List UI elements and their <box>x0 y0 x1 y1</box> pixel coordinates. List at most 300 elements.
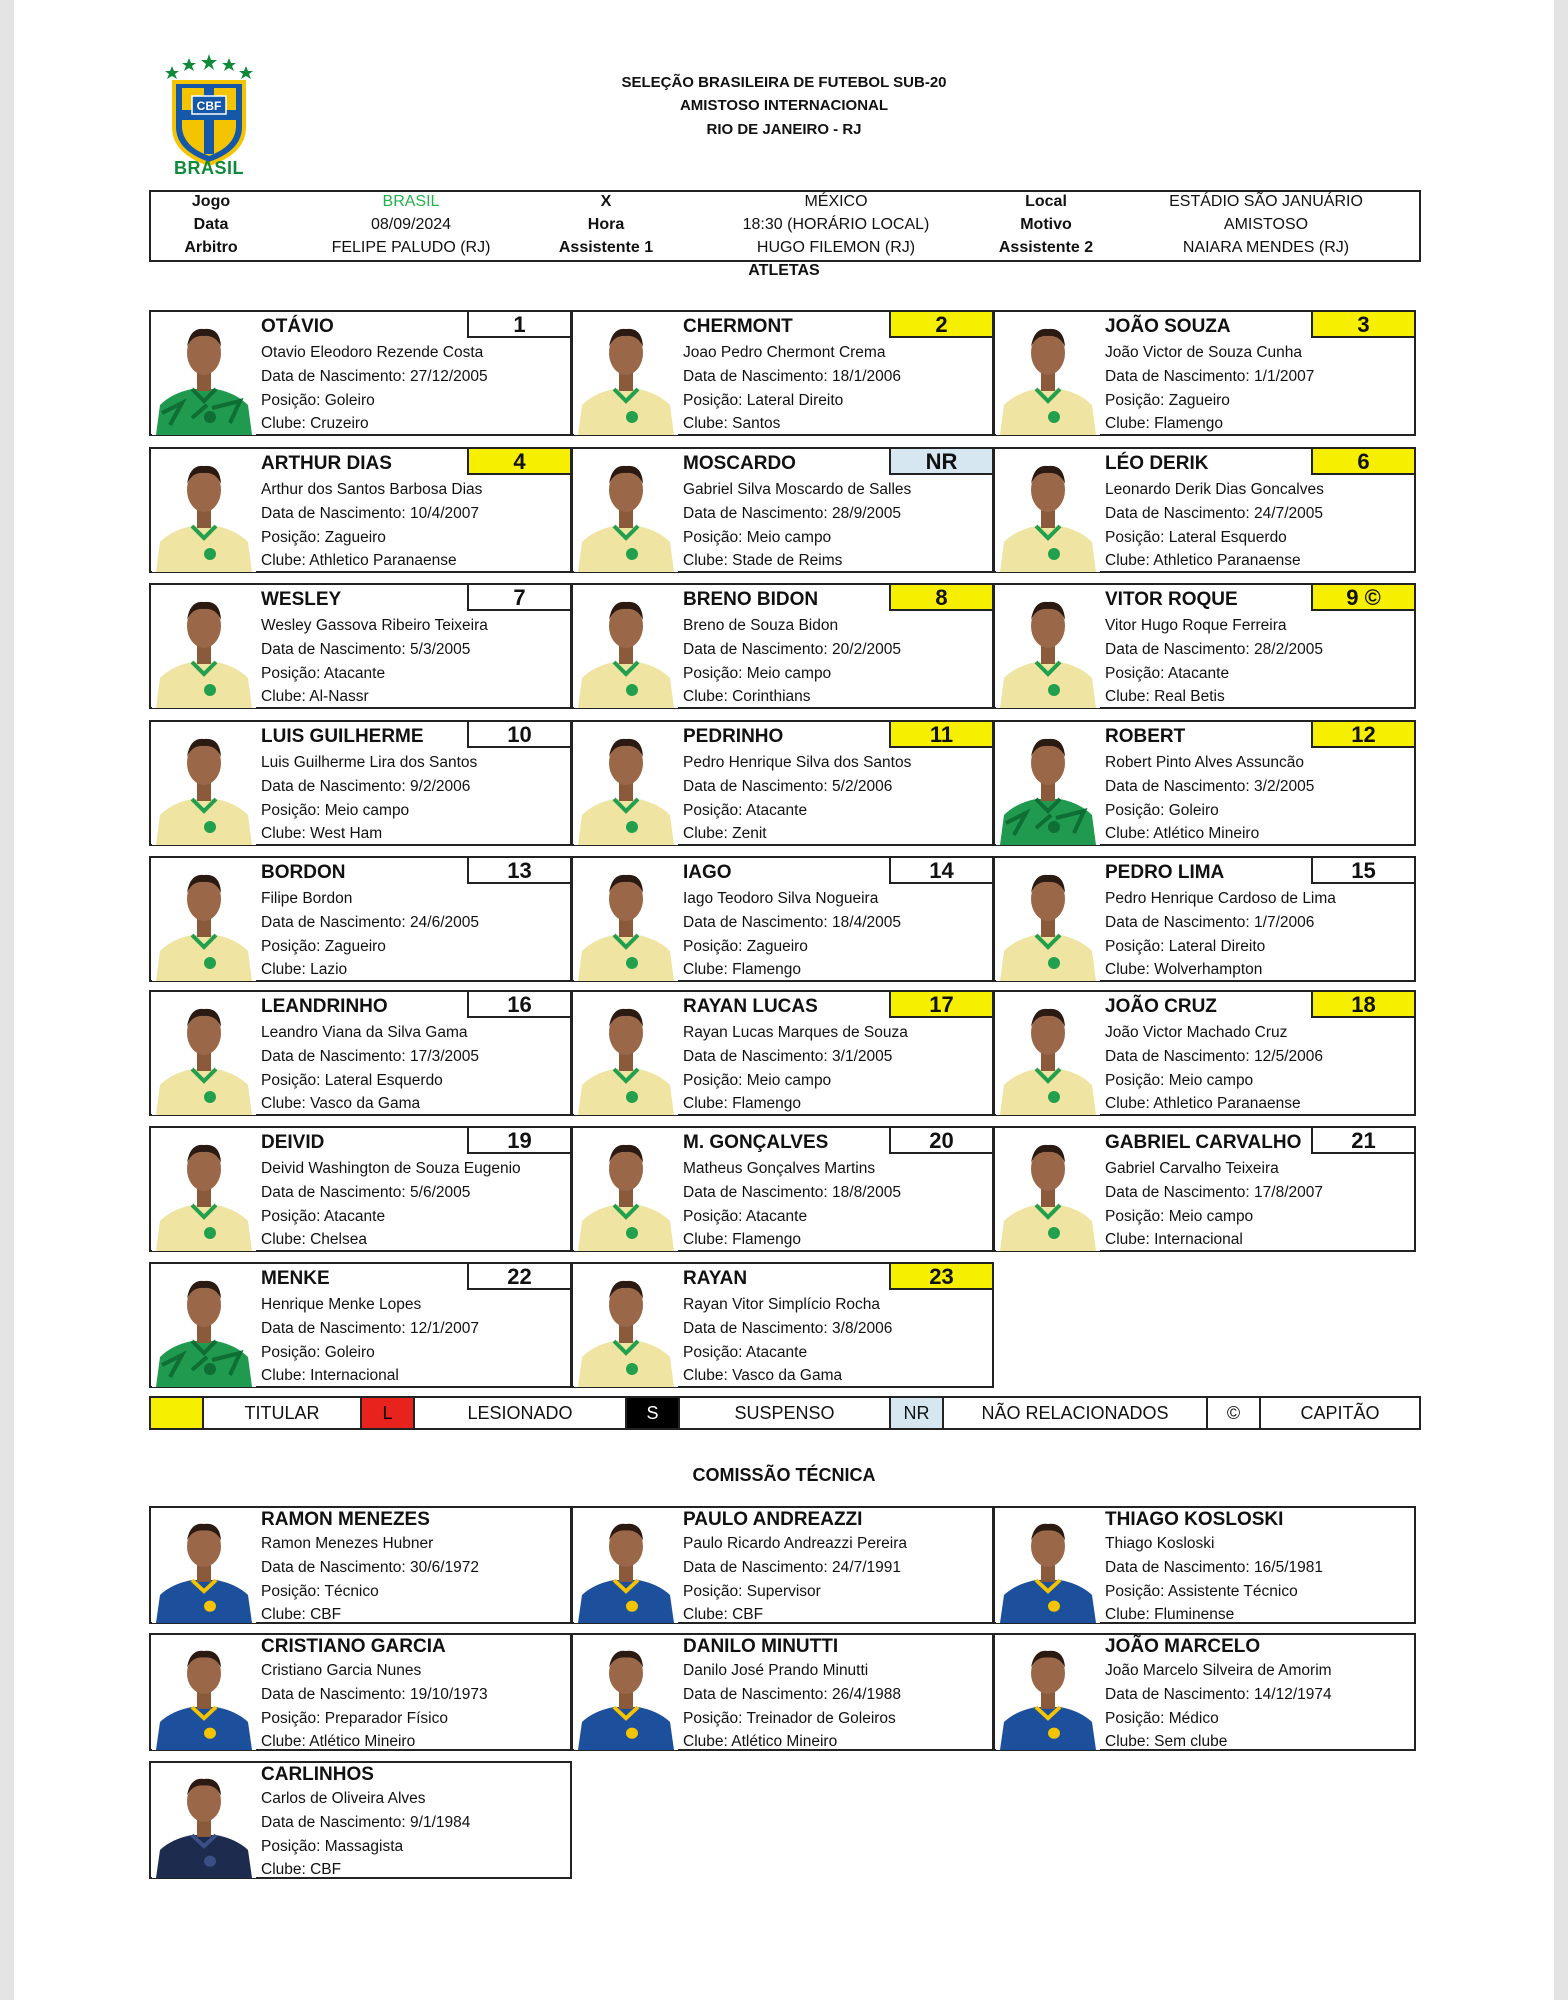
birth-date: Data de Nascimento: 3/2/2005 <box>1105 778 1315 795</box>
shirt-number: 3 <box>1311 310 1416 338</box>
short-name: LUIS GUILHERME <box>261 726 424 747</box>
club: Clube: CBF <box>683 1606 764 1623</box>
full-name: Henrique Menke Lopes <box>261 1296 422 1313</box>
athlete-card <box>149 1126 572 1252</box>
shirt-number: 6 <box>1311 447 1416 475</box>
player-photo <box>152 586 256 708</box>
short-name: ARTHUR DIAS <box>261 453 392 474</box>
position: Posição: Lateral Esquerdo <box>1105 529 1287 546</box>
match-row-jogo <box>151 193 1419 215</box>
short-name: OTÁVIO <box>261 316 334 337</box>
photo-frame <box>996 993 1100 1115</box>
full-name: Cristiano Garcia Nunes <box>261 1662 422 1679</box>
photo-frame <box>996 450 1100 572</box>
photo-frame <box>574 586 678 708</box>
player-photo <box>152 1764 256 1878</box>
position: Posição: Preparador Físico <box>261 1710 448 1727</box>
label-jogo: Jogo <box>191 193 231 210</box>
player-photo <box>574 1265 678 1387</box>
club: Clube: Atlético Mineiro <box>261 1733 416 1750</box>
position: Posição: Atacante <box>683 1208 808 1225</box>
position: Posição: Supervisor <box>683 1583 821 1600</box>
athlete-card <box>993 447 1416 573</box>
birth-date: Data de Nascimento: 5/2/2006 <box>683 778 893 795</box>
short-name: LEANDRINHO <box>261 996 388 1017</box>
player-photo <box>152 1129 256 1251</box>
club: Clube: Internacional <box>261 1367 399 1384</box>
photo-frame <box>152 1129 256 1251</box>
photo-frame <box>574 450 678 572</box>
shirt-number: 18 <box>1311 990 1416 1018</box>
photo-frame <box>574 723 678 845</box>
staff-card <box>149 1761 572 1879</box>
short-name: JOÃO MARCELO <box>1105 1636 1261 1657</box>
short-name: DANILO MINUTTI <box>683 1636 839 1657</box>
shirt-number: 8 <box>889 583 994 611</box>
photo-frame <box>574 313 678 435</box>
full-name: Danilo José Prando Minutti <box>683 1662 869 1679</box>
player-photo <box>574 1636 678 1750</box>
full-name: Carlos de Oliveira Alves <box>261 1790 426 1807</box>
photo-frame <box>152 723 256 845</box>
player-photo <box>996 586 1100 708</box>
athlete-card <box>149 856 572 982</box>
club: Clube: Zenit <box>683 825 767 842</box>
full-name: Thiago Kosloski <box>1105 1535 1215 1552</box>
athlete-card <box>993 856 1416 982</box>
athlete-card <box>149 310 572 436</box>
birth-date: Data de Nascimento: 24/7/1991 <box>683 1559 901 1576</box>
full-name: Deivid Washington de Souza Eugenio <box>261 1160 521 1177</box>
position: Posição: Atacante <box>1105 665 1230 682</box>
short-name: JOÃO CRUZ <box>1105 996 1217 1017</box>
position: Posição: Atacante <box>683 1344 808 1361</box>
photo-frame <box>574 1509 678 1623</box>
short-name: BRENO BIDON <box>683 589 819 610</box>
birth-date: Data de Nascimento: 3/8/2006 <box>683 1320 893 1337</box>
away-team: MÉXICO <box>804 193 868 210</box>
position: Posição: Meio campo <box>1105 1072 1254 1089</box>
position: Posição: Lateral Direito <box>1105 938 1266 955</box>
match-info-box <box>149 190 1421 262</box>
position: Posição: Assistente Técnico <box>1105 1583 1298 1600</box>
full-name: Leandro Viana da Silva Gama <box>261 1024 468 1041</box>
full-name: Pedro Henrique Silva dos Santos <box>683 754 912 771</box>
assistant-1: HUGO FILEMON (RJ) <box>756 239 916 256</box>
position: Posição: Goleiro <box>261 1344 375 1361</box>
player-photo <box>152 859 256 981</box>
full-name: Otavio Eleodoro Rezende Costa <box>261 344 484 361</box>
athlete-card <box>993 720 1416 846</box>
photo-frame <box>574 1636 678 1750</box>
athlete-card <box>993 583 1416 709</box>
player-photo <box>996 1636 1100 1750</box>
birth-date: Data de Nascimento: 24/6/2005 <box>261 914 479 931</box>
photo-frame <box>574 859 678 981</box>
short-name: LÉO DERIK <box>1105 453 1209 474</box>
photo-frame <box>996 723 1100 845</box>
match-row-arbitro <box>151 239 1419 261</box>
shirt-number: 11 <box>889 720 994 748</box>
club: Clube: CBF <box>261 1861 342 1878</box>
birth-date: Data de Nascimento: 20/2/2005 <box>683 641 901 658</box>
position: Posição: Goleiro <box>261 392 375 409</box>
legend-lesionado-label: LESIONADO <box>415 1398 627 1428</box>
title-line-1: SELEÇÃO BRASILEIRA DE FUTEBOL SUB-20 <box>621 74 947 91</box>
birth-date: Data de Nascimento: 1/7/2006 <box>1105 914 1315 931</box>
birth-date: Data de Nascimento: 17/3/2005 <box>261 1048 479 1065</box>
full-name: Filipe Bordon <box>261 890 353 907</box>
short-name: THIAGO KOSLOSKI <box>1105 1509 1284 1530</box>
club: Clube: Real Betis <box>1105 688 1225 705</box>
position: Posição: Atacante <box>683 802 808 819</box>
photo-frame <box>996 1636 1100 1750</box>
legend-nr-label: NÃO RELACIONADOS <box>944 1398 1208 1428</box>
athlete-card <box>993 1126 1416 1252</box>
label-local: Local <box>1025 193 1067 210</box>
staff-card <box>993 1633 1416 1751</box>
photo-frame <box>152 1636 256 1750</box>
page <box>14 0 1554 2000</box>
club: Clube: Santos <box>683 415 781 432</box>
photo-frame <box>152 313 256 435</box>
shirt-number: 16 <box>467 990 572 1018</box>
player-photo <box>574 450 678 572</box>
position: Posição: Meio campo <box>683 529 832 546</box>
short-name: CARLINHOS <box>261 1764 374 1785</box>
position: Posição: Goleiro <box>1105 802 1219 819</box>
full-name: João Victor de Souza Cunha <box>1105 344 1303 361</box>
photo-frame <box>152 1265 256 1387</box>
club: Clube: Lazio <box>261 961 348 978</box>
club: Clube: Chelsea <box>261 1231 367 1248</box>
position: Posição: Massagista <box>261 1838 404 1855</box>
birth-date: Data de Nascimento: 18/1/2006 <box>683 368 901 385</box>
logo-badge: CBF <box>196 99 222 113</box>
birth-date: Data de Nascimento: 27/12/2005 <box>261 368 488 385</box>
position: Posição: Lateral Esquerdo <box>261 1072 443 1089</box>
club: Clube: Flamengo <box>683 961 802 978</box>
full-name: Rayan Vitor Simplício Rocha <box>683 1296 880 1313</box>
athlete-card <box>571 1126 994 1252</box>
position: Posição: Zagueiro <box>683 938 808 955</box>
club: Clube: Athletico Paranaense <box>1105 1095 1301 1112</box>
birth-date: Data de Nascimento: 12/1/2007 <box>261 1320 479 1337</box>
position: Posição: Zagueiro <box>1105 392 1230 409</box>
athlete-card <box>571 720 994 846</box>
position: Posição: Atacante <box>261 1208 386 1225</box>
position: Posição: Técnico <box>261 1583 379 1600</box>
club: Clube: CBF <box>261 1606 342 1623</box>
club: Clube: Fluminense <box>1105 1606 1235 1623</box>
photo-frame <box>574 993 678 1115</box>
club: Clube: Sem clube <box>1105 1733 1228 1750</box>
club: Clube: Wolverhampton <box>1105 961 1263 978</box>
shirt-number: 1 <box>467 310 572 338</box>
player-photo <box>152 1509 256 1623</box>
athlete-card <box>571 856 994 982</box>
shirt-number: 21 <box>1311 1126 1416 1154</box>
shirt-number: 20 <box>889 1126 994 1154</box>
birth-date: Data de Nascimento: 17/8/2007 <box>1105 1184 1323 1201</box>
full-name: Rayan Lucas Marques de Souza <box>683 1024 908 1041</box>
player-photo <box>996 1509 1100 1623</box>
short-name: JOÃO SOUZA <box>1105 316 1231 337</box>
player-photo <box>152 1636 256 1750</box>
birth-date: Data de Nascimento: 26/4/1988 <box>683 1686 901 1703</box>
photo-frame <box>574 1265 678 1387</box>
staff-card <box>571 1633 994 1751</box>
player-photo <box>574 1129 678 1251</box>
birth-date: Data de Nascimento: 30/6/1972 <box>261 1559 479 1576</box>
photo-frame <box>152 993 256 1115</box>
referee: FELIPE PALUDO (RJ) <box>331 239 491 256</box>
athlete-card <box>571 1262 994 1388</box>
label-data: Data <box>193 216 229 233</box>
match-date: 08/09/2024 <box>370 216 452 233</box>
player-photo <box>996 1129 1100 1251</box>
birth-date: Data de Nascimento: 14/12/1974 <box>1105 1686 1332 1703</box>
position: Posição: Meio campo <box>261 802 410 819</box>
short-name: RAMON MENEZES <box>261 1509 430 1530</box>
label-assistente-2: Assistente 2 <box>998 239 1094 256</box>
athlete-card <box>149 720 572 846</box>
short-name: MENKE <box>261 1268 330 1289</box>
short-name: PEDRO LIMA <box>1105 862 1225 883</box>
photo-frame <box>574 1129 678 1251</box>
legend-captain-mark: © <box>1208 1398 1261 1428</box>
short-name: CHERMONT <box>683 316 793 337</box>
staff-card <box>149 1506 572 1624</box>
shirt-number: NR <box>889 447 994 475</box>
photo-frame <box>152 586 256 708</box>
birth-date: Data de Nascimento: 19/10/1973 <box>261 1686 488 1703</box>
club: Clube: Cruzeiro <box>261 415 369 432</box>
player-photo <box>996 723 1100 845</box>
legend-titular-label: TITULAR <box>204 1398 362 1428</box>
photo-frame <box>996 1509 1100 1623</box>
shirt-number: 12 <box>1311 720 1416 748</box>
birth-date: Data de Nascimento: 9/2/2006 <box>261 778 471 795</box>
position: Posição: Médico <box>1105 1710 1219 1727</box>
photo-frame <box>152 859 256 981</box>
athletes-title: ATLETAS <box>748 262 820 279</box>
vs-mark: X <box>600 193 612 210</box>
player-photo <box>574 723 678 845</box>
club: Clube: Atlético Mineiro <box>683 1733 838 1750</box>
photo-frame <box>996 586 1100 708</box>
full-name: Leonardo Derik Dias Goncalves <box>1105 481 1324 498</box>
short-name: PEDRINHO <box>683 726 784 747</box>
shirt-number: 23 <box>889 1262 994 1290</box>
full-name: Robert Pinto Alves Assuncão <box>1105 754 1305 771</box>
photo-frame <box>996 859 1100 981</box>
short-name: RAYAN <box>683 1268 748 1289</box>
athlete-card <box>571 990 994 1116</box>
staff-card <box>149 1633 572 1751</box>
athlete-card <box>571 583 994 709</box>
legend-titular-swatch <box>151 1398 204 1428</box>
shirt-number: 15 <box>1311 856 1416 884</box>
short-name: WESLEY <box>261 589 342 610</box>
short-name: M. GONÇALVES <box>683 1132 829 1153</box>
legend-suspenso-label: SUSPENSO <box>680 1398 891 1428</box>
birth-date: Data de Nascimento: 1/1/2007 <box>1105 368 1315 385</box>
position: Posição: Meio campo <box>683 665 832 682</box>
athlete-card <box>571 310 994 436</box>
birth-date: Data de Nascimento: 5/3/2005 <box>261 641 471 658</box>
position: Posição: Lateral Direito <box>683 392 844 409</box>
player-photo <box>996 450 1100 572</box>
player-photo <box>574 993 678 1115</box>
birth-date: Data de Nascimento: 28/9/2005 <box>683 505 901 522</box>
match-row-data <box>151 216 1419 238</box>
photo-frame <box>996 1129 1100 1251</box>
short-name: ROBERT <box>1105 726 1186 747</box>
short-name: PAULO ANDREAZZI <box>683 1509 863 1530</box>
athlete-card <box>149 583 572 709</box>
athlete-card <box>149 1262 572 1388</box>
birth-date: Data de Nascimento: 3/1/2005 <box>683 1048 893 1065</box>
label-arbitro: Arbitro <box>184 239 238 256</box>
label-assistente-1: Assistente 1 <box>558 239 654 256</box>
club: Clube: Vasco da Gama <box>683 1367 843 1384</box>
photo-frame <box>152 450 256 572</box>
short-name: BORDON <box>261 862 346 883</box>
venue: ESTÁDIO SÃO JANUÁRIO <box>1169 193 1363 210</box>
athlete-card <box>149 447 572 573</box>
club: Clube: West Ham <box>261 825 383 842</box>
player-photo <box>152 993 256 1115</box>
full-name: Gabriel Silva Moscardo de Salles <box>683 481 912 498</box>
home-team: BRASIL <box>382 193 440 210</box>
player-photo <box>574 859 678 981</box>
legend-nr-swatch: NR <box>891 1398 944 1428</box>
club: Clube: Athletico Paranaense <box>1105 552 1301 569</box>
full-name: Paulo Ricardo Andreazzi Pereira <box>683 1535 908 1552</box>
player-photo <box>574 313 678 435</box>
full-name: Matheus Gonçalves Martins <box>683 1160 876 1177</box>
full-name: Breno de Souza Bidon <box>683 617 839 634</box>
birth-date: Data de Nascimento: 10/4/2007 <box>261 505 479 522</box>
player-photo <box>152 723 256 845</box>
label-hora: Hora <box>587 216 625 233</box>
short-name: IAGO <box>683 862 732 883</box>
club: Clube: Al-Nassr <box>261 688 369 705</box>
label-motivo: Motivo <box>1020 216 1072 233</box>
position: Posição: Atacante <box>261 665 386 682</box>
player-photo <box>996 859 1100 981</box>
shirt-number: 22 <box>467 1262 572 1290</box>
shirt-number: 2 <box>889 310 994 338</box>
position: Posição: Zagueiro <box>261 938 386 955</box>
full-name: Vitor Hugo Roque Ferreira <box>1105 617 1287 634</box>
birth-date: Data de Nascimento: 24/7/2005 <box>1105 505 1323 522</box>
shirt-number: 17 <box>889 990 994 1018</box>
athlete-card <box>993 990 1416 1116</box>
full-name: João Victor Machado Cruz <box>1105 1024 1288 1041</box>
club: Clube: Atlético Mineiro <box>1105 825 1260 842</box>
position: Posição: Treinador de Goleiros <box>683 1710 896 1727</box>
birth-date: Data de Nascimento: 16/5/1981 <box>1105 1559 1323 1576</box>
short-name: CRISTIANO GARCIA <box>261 1636 446 1657</box>
club: Clube: Internacional <box>1105 1231 1243 1248</box>
photo-frame <box>996 313 1100 435</box>
logo-text: BRASIL <box>174 158 244 178</box>
shirt-number: 13 <box>467 856 572 884</box>
birth-date: Data de Nascimento: 18/4/2005 <box>683 914 901 931</box>
full-name: Luis Guilherme Lira dos Santos <box>261 754 478 771</box>
player-photo <box>996 313 1100 435</box>
birth-date: Data de Nascimento: 28/2/2005 <box>1105 641 1323 658</box>
position: Posição: Zagueiro <box>261 529 386 546</box>
club: Clube: Vasco da Gama <box>261 1095 421 1112</box>
club: Clube: Flamengo <box>1105 415 1224 432</box>
short-name: MOSCARDO <box>683 453 796 474</box>
short-name: RAYAN LUCAS <box>683 996 818 1017</box>
birth-date: Data de Nascimento: 12/5/2006 <box>1105 1048 1323 1065</box>
full-name: Joao Pedro Chermont Crema <box>683 344 886 361</box>
full-name: João Marcelo Silveira de Amorim <box>1105 1662 1332 1679</box>
position: Posição: Meio campo <box>683 1072 832 1089</box>
assistant-2: NAIARA MENDES (RJ) <box>1182 239 1350 256</box>
athlete-card <box>993 310 1416 436</box>
athlete-card <box>571 447 994 573</box>
photo-frame <box>152 1764 256 1878</box>
birth-date: Data de Nascimento: 5/6/2005 <box>261 1184 471 1201</box>
full-name: Wesley Gassova Ribeiro Teixeira <box>261 617 488 634</box>
player-photo <box>152 313 256 435</box>
title-line-3: RIO DE JANEIRO - RJ <box>706 121 862 138</box>
staff-card <box>993 1506 1416 1624</box>
shirt-number: 10 <box>467 720 572 748</box>
shirt-number: 7 <box>467 583 572 611</box>
full-name: Pedro Henrique Cardoso de Lima <box>1105 890 1336 907</box>
full-name: Arthur dos Santos Barbosa Dias <box>261 481 483 498</box>
shirt-number: 9 © <box>1311 583 1416 611</box>
club: Clube: Flamengo <box>683 1095 802 1112</box>
player-photo <box>152 450 256 572</box>
club: Clube: Flamengo <box>683 1231 802 1248</box>
title-line-2: AMISTOSO INTERNACIONAL <box>679 97 889 114</box>
shirt-number: 14 <box>889 856 994 884</box>
short-name: VITOR ROQUE <box>1105 589 1238 610</box>
full-name: Ramon Menezes Hubner <box>261 1535 434 1552</box>
legend-suspenso-swatch: S <box>627 1398 680 1428</box>
birth-date: Data de Nascimento: 9/1/1984 <box>261 1814 471 1831</box>
shirt-number: 4 <box>467 447 572 475</box>
player-photo <box>574 1509 678 1623</box>
short-name: DEIVID <box>261 1132 325 1153</box>
shirt-number: 19 <box>467 1126 572 1154</box>
short-name: GABRIEL CARVALHO <box>1105 1132 1302 1153</box>
club: Clube: Athletico Paranaense <box>261 552 457 569</box>
full-name: Iago Teodoro Silva Nogueira <box>683 890 879 907</box>
player-photo <box>574 586 678 708</box>
athlete-card <box>149 990 572 1116</box>
player-photo <box>152 1265 256 1387</box>
full-name: Gabriel Carvalho Teixeira <box>1105 1160 1279 1177</box>
match-motive: AMISTOSO <box>1223 216 1309 233</box>
legend-bar <box>149 1396 1421 1430</box>
match-time: 18:30 (HORÁRIO LOCAL) <box>742 216 930 233</box>
player-photo <box>996 993 1100 1115</box>
photo-frame <box>152 1509 256 1623</box>
staff-card <box>571 1506 994 1624</box>
birth-date: Data de Nascimento: 18/8/2005 <box>683 1184 901 1201</box>
position: Posição: Meio campo <box>1105 1208 1254 1225</box>
club: Clube: Corinthians <box>683 688 811 705</box>
